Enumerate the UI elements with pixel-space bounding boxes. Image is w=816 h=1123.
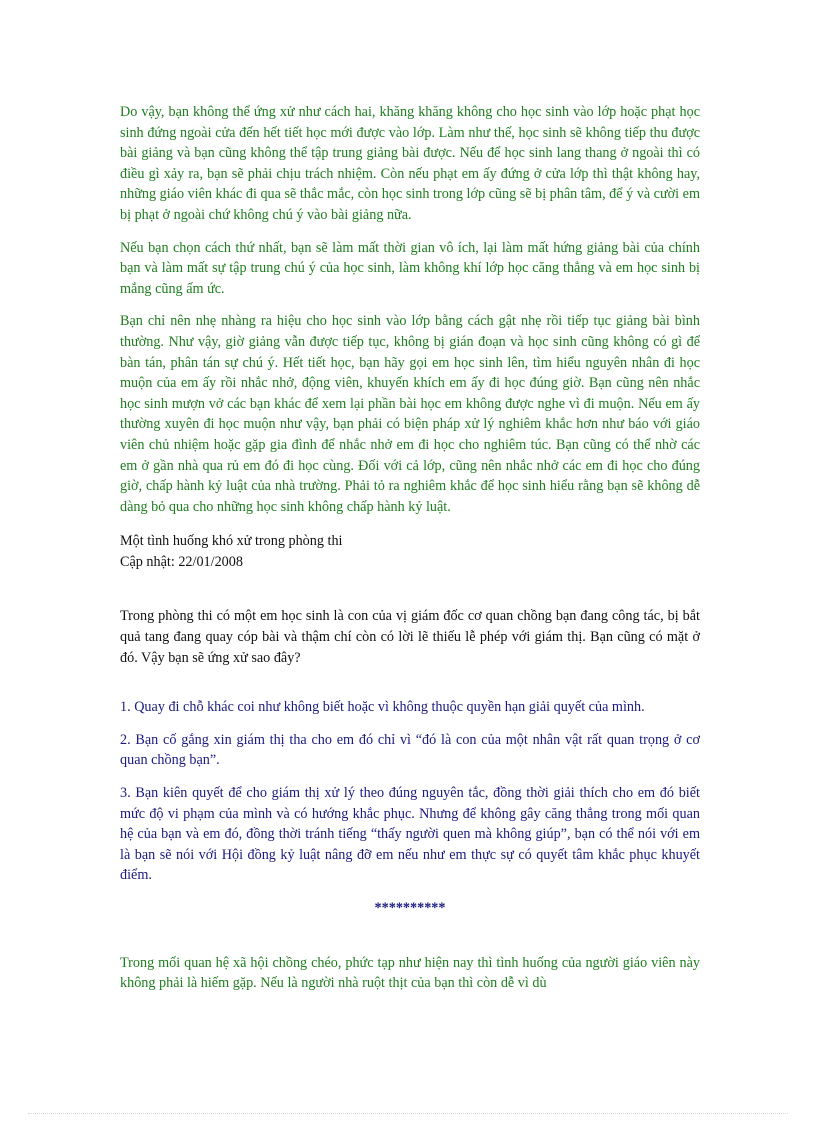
option-2: 2. Bạn cố gắng xin giám thị tha cho em đó chỉ vì “đó là con của một nhân vật rất quan trọng ở cơ quan chồng bạn”. [120,731,700,769]
option-1: 1. Quay đi chỗ khác coi như không biết hoặc vì không thuộc quyền hạn giải quyết của mình. [120,699,645,716]
paragraph-2: Nếu bạn chọn cách thứ nhất, bạn sẽ làm mất thời gian vô ích, lại làm mất hứng giảng bài của chính bạn và làm mất sự tập trung chú ý của học sinh, làm không khí lớp học căng thẳng và em học sinh bị mắng cũng ấm ức. [120,239,700,297]
paragraph-1: Do vậy, bạn không thể ứng xử như cách hai, khăng khăng không cho học sinh vào lớp hoặc phạt học sinh đứng ngoài cửa đến hết tiết học mới được vào lớp. Làm như thế, học sinh sẽ không tiếp thu được bài giảng và bạn cũng không thể tập trung giảng bài được. Nếu để học sinh lang thang ở ngoài thì có điều gì xảy ra, bạn sẽ phải chịu trách nhiệm. Còn nếu phạt em ấy đứng ở cửa lớp thì thật không hay, những giáo viên khác đi qua sẽ thắc mắc, còn học sinh trong lớp cũng sẽ bị phân tâm, để ý và cười em bị phạt ở ngoài chứ không chú ý vào bài giảng nữa. [120,104,700,223]
document-body [120,102,700,994]
option-3: 3. Bạn kiên quyết để cho giám thị xử lý theo đúng nguyên tắc, đồng thời giải thích cho em đó biết mức độ vi phạm của mình và có hướng khắc phục. Nhưng để không gây căng thẳng trong mối quan hệ của bạn và em đó, đồng thời tránh tiếng “thấy người quen mà không giúp”, bạn có thể nói với em là bạn sẽ nói với Hội đồng kỷ luật nâng đỡ em nếu như em thực sự có quyết tâm khắc phục khuyết điểm. [120,785,700,884]
paragraph-5: Trong mối quan hệ xã hội chồng chéo, phức tạp như hiện nay thì tình huống của người giáo viên này không phải là hiếm gặp. Nếu là người nhà ruột thịt của bạn thì còn dễ vì dù [120,954,700,992]
separator-stars: ********** [374,900,446,916]
page-bottom-divider [28,1113,788,1114]
update-date: Cập nhật: 22/01/2008 [120,553,243,570]
section-heading: Một tình huống khó xử trong phòng thi [120,533,343,550]
situation-paragraph: Trong phòng thi có một em học sinh là con của vị giám đốc cơ quan chồng bạn đang công tác, bị bắt quả tang đang quay cóp bài và thậm chí còn có lời lẽ thiếu lễ phép với giám thị. Bạn cũng có mặt ở đó. Vậy bạn sẽ ứng xử sao đây? [120,608,700,666]
paragraph-3: Bạn chỉ nên nhẹ nhàng ra hiệu cho học sinh vào lớp bằng cách gật nhẹ rồi tiếp tục giảng bài bình thường. Như vậy, giờ giảng vẫn được tiếp tục, không bị gián đoạn và học sinh cũng không có gì để bàn tán, phân tán sự chú ý. Hết tiết học, bạn hãy gọi em học sinh lên, tìm hiểu nguyên nhân đi học muộn của em ấy rồi nhắc nhở, động viên, khuyến khích em ấy đi học đúng giờ. Bạn cũng nên nhắc học sinh mượn vở các bạn khác để xem lại phần bài học em không được nghe vì đi muộn. Nếu em ấy thường xuyên đi học muộn như vậy, bạn phải có biện pháp xử lý nghiêm khắc hơn như báo với giáo viên chủ nhiệm hoặc gặp gia đình để nhắc nhở em đi học cho nghiêm túc. Bạn cũng có thể nhờ các em ở gần nhà qua rủ em đó đi học cùng. Đối với cả lớp, cũng nên nhắc nhở các em đi học cho đúng giờ, chấp hành kỷ luật của nhà trường. Phải tỏ ra nghiêm khắc để học sinh hiểu rằng bạn sẽ không dễ dàng bỏ qua cho những học sinh không chấp hành kỷ luật. [120,313,700,515]
